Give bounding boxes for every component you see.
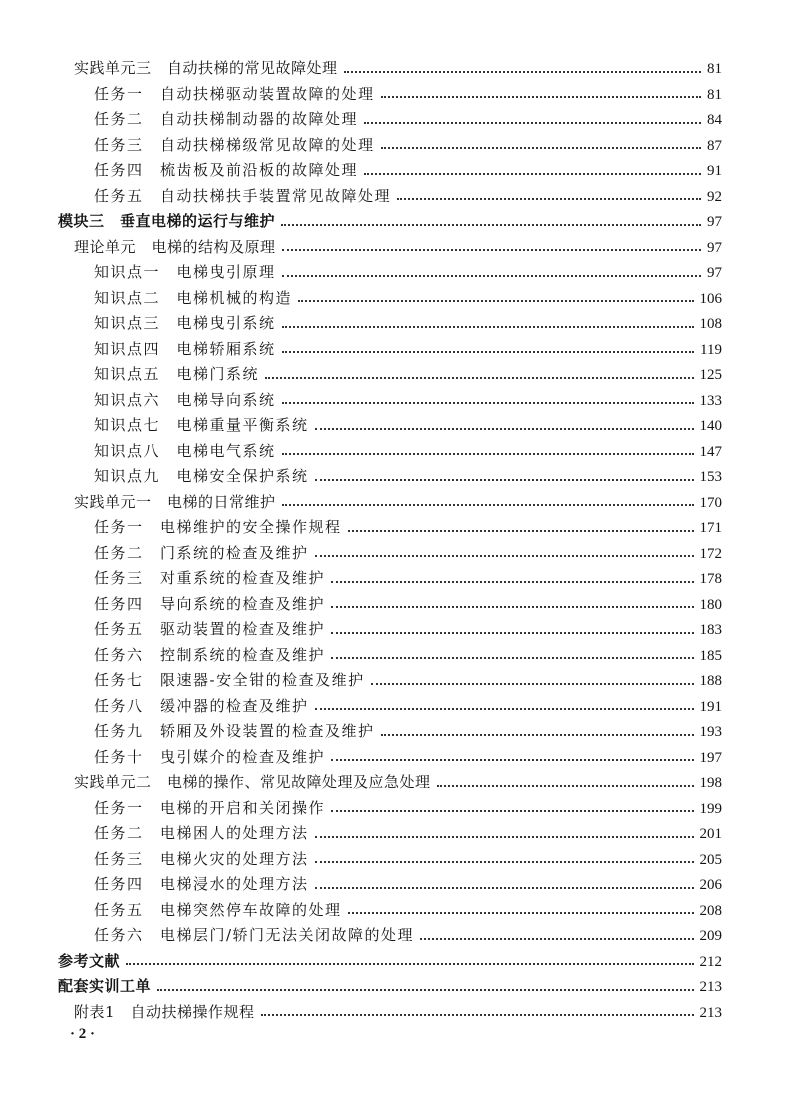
toc-entry-label: 任务五 自动扶梯扶手装置常见故障处理 [94, 186, 392, 205]
toc-entry-label: 参考文献 [58, 951, 121, 970]
dot-leader [315, 860, 694, 863]
toc-entry-label: 配套实训工单 [58, 977, 152, 995]
dot-leader [420, 937, 693, 940]
toc-entry-page: 81 [707, 61, 722, 77]
toc-entry-label: 知识点五 电梯门系统 [94, 365, 260, 383]
toc-entry-page: 197 [699, 749, 722, 766]
toc-entry [94, 82, 722, 106]
toc-entry [94, 643, 722, 667]
toc-entry [94, 439, 722, 463]
dot-leader [381, 733, 694, 736]
dot-leader [331, 631, 693, 634]
toc-entry-label: 知识点八 电梯电气系统 [94, 441, 276, 460]
toc-entry-page: 199 [699, 800, 722, 817]
toc-entry [94, 847, 722, 871]
toc-entry-page: 108 [699, 316, 722, 332]
toc-entry-page: 213 [699, 979, 722, 995]
toc-entry [94, 286, 722, 310]
dot-leader [282, 401, 694, 404]
toc-entry-label: 任务八 缓冲器的检查及维护 [94, 696, 309, 715]
toc-entry [94, 515, 722, 539]
dot-leader [344, 70, 701, 73]
toc-entry-label: 任务七 限速器-安全钳的检查及维护 [94, 671, 365, 689]
dot-leader [282, 274, 701, 277]
dot-leader [315, 707, 694, 710]
toc-entry [58, 949, 722, 973]
toc-entry [94, 388, 722, 412]
toc-entry-page: 87 [707, 137, 722, 154]
toc-entry-page: 171 [699, 520, 722, 536]
toc-entry [94, 158, 722, 182]
toc-entry [94, 133, 722, 157]
toc-entry [94, 617, 722, 641]
toc-entry [94, 362, 722, 386]
toc-entry [94, 337, 722, 361]
dot-leader [281, 223, 701, 226]
toc-entry [58, 974, 722, 998]
toc-entry-page: 170 [699, 494, 722, 511]
toc-entry-page: 84 [707, 112, 722, 128]
toc-entry-label: 知识点七 电梯重量平衡系统 [94, 416, 309, 434]
toc-entry-page: 212 [699, 953, 722, 970]
dot-leader [331, 656, 693, 659]
toc-entry-page: 97 [707, 214, 722, 230]
dot-leader [315, 554, 694, 557]
toc-entry [94, 566, 722, 590]
toc-entry [94, 821, 722, 845]
toc-entry-page: 185 [699, 647, 722, 664]
dot-leader [381, 146, 701, 149]
toc-entry [94, 260, 722, 284]
dot-leader [364, 121, 701, 124]
toc-entry [94, 923, 722, 947]
toc-entry-page: 81 [707, 86, 722, 103]
dot-leader [265, 376, 693, 379]
dot-leader [157, 988, 693, 991]
toc-entry-label: 实践单元三 自动扶梯的常见故障处理 [74, 59, 338, 77]
dot-leader [315, 478, 694, 481]
toc-entry-label: 知识点二 电梯机械的构造 [94, 288, 293, 307]
toc-entry [94, 694, 722, 718]
toc-entry-page: 183 [699, 622, 722, 638]
toc-entry-page: 198 [699, 775, 722, 791]
toc-entry-label: 任务四 梳齿板及前沿板的故障处理 [94, 161, 359, 179]
toc-entry-label: 理论单元 电梯的结构及原理 [74, 237, 276, 256]
toc-entry-page: 153 [699, 469, 722, 485]
toc-entry [74, 1000, 722, 1024]
toc-entry [94, 745, 722, 769]
dot-leader [315, 886, 694, 889]
toc-entry [94, 668, 722, 692]
dot-leader [298, 299, 693, 302]
toc-entry [74, 56, 722, 80]
toc-entry [94, 311, 722, 335]
dot-leader [261, 1013, 694, 1016]
toc-entry-page: 213 [699, 1004, 722, 1021]
dot-leader [381, 95, 701, 98]
dot-leader [348, 529, 694, 532]
toc-entry-page: 206 [699, 877, 722, 893]
dot-leader [364, 172, 701, 175]
toc-entry [94, 184, 722, 208]
toc-entry-label: 实践单元一 电梯的日常维护 [74, 492, 276, 511]
toc-entry-label: 知识点四 电梯轿厢系统 [94, 339, 276, 358]
toc-entry-page: 201 [699, 826, 722, 842]
toc-entry-page: 188 [699, 673, 722, 689]
toc-entry-page: 119 [700, 341, 722, 358]
dot-leader [437, 784, 694, 787]
toc-entry-label: 知识点六 电梯导向系统 [94, 390, 276, 409]
toc-entry-label: 知识点一 电梯曳引原理 [94, 263, 276, 281]
toc-entry [94, 107, 722, 131]
toc-entry-label: 任务一 电梯的开启和关闭操作 [94, 798, 326, 817]
dot-leader [331, 580, 693, 583]
toc-entry [94, 898, 722, 922]
toc-entry-label: 任务四 电梯浸水的处理方法 [94, 875, 309, 893]
toc-entry [74, 235, 722, 259]
dot-leader [331, 809, 693, 812]
dot-leader [315, 427, 694, 430]
toc-entry-label: 任务十 曳引媒介的检查及维护 [94, 747, 326, 766]
toc-entry-page: 205 [699, 851, 722, 868]
toc-entry-page: 209 [699, 928, 722, 944]
toc-entry-label: 附表1 自动扶梯操作规程 [74, 1002, 255, 1021]
toc-entry-page: 180 [699, 596, 722, 613]
dot-leader [282, 248, 701, 251]
toc-entry-label: 任务一 电梯维护的安全操作规程 [94, 518, 342, 536]
toc-entry [94, 464, 722, 488]
toc-entry [94, 796, 722, 820]
toc-entry [94, 872, 722, 896]
toc-entry-page: 106 [699, 290, 722, 307]
toc-entry-label: 任务一 自动扶梯驱动装置故障的处理 [94, 84, 375, 103]
toc-entry-page: 191 [699, 698, 722, 715]
toc-entry-page: 133 [699, 392, 722, 409]
toc-entry-label: 任务二 门系统的检查及维护 [94, 543, 309, 562]
toc-entry-label: 任务九 轿厢及外设装置的检查及维护 [94, 722, 375, 740]
dot-leader [348, 911, 694, 914]
toc-entry-label: 任务六 控制系统的检查及维护 [94, 645, 326, 664]
toc-entry-page: 97 [707, 239, 722, 256]
dot-leader [315, 835, 694, 838]
dot-leader [126, 962, 693, 965]
toc-entry-page: 97 [707, 265, 722, 281]
dot-leader [371, 682, 694, 685]
toc-entry-label: 任务三 电梯火灾的处理方法 [94, 849, 309, 868]
page-number: · 2 · [70, 1026, 96, 1042]
toc-entry-page: 193 [699, 724, 722, 740]
toc-entry-label: 任务五 电梯突然停车故障的处理 [94, 900, 342, 919]
toc-entry-page: 125 [699, 367, 722, 383]
toc-entry-label: 任务三 自动扶梯梯级常见故障的处理 [94, 135, 375, 154]
toc-entry [58, 209, 722, 233]
toc-entry [94, 413, 722, 437]
dot-leader [282, 350, 695, 353]
toc-entry-label: 任务三 对重系统的检查及维护 [94, 569, 326, 587]
dot-leader [282, 503, 694, 506]
dot-leader [331, 758, 693, 761]
toc-entry [94, 541, 722, 565]
toc-entry-page: 147 [699, 443, 722, 460]
toc-entry-label: 任务六 电梯层门/轿门无法关闭故障的处理 [94, 926, 415, 944]
toc-entry-page: 172 [699, 545, 722, 562]
toc-entry-label: 实践单元二 电梯的操作、常见故障处理及应急处理 [74, 773, 431, 791]
toc-entry-label: 任务二 自动扶梯制动器的故障处理 [94, 110, 359, 128]
toc-entry-page: 208 [699, 902, 722, 919]
toc-entry-label: 任务二 电梯困人的处理方法 [94, 824, 309, 842]
toc-entry [74, 490, 722, 514]
toc-entry [94, 592, 722, 616]
toc-entry-page: 92 [707, 188, 722, 205]
dot-leader [397, 197, 701, 200]
dot-leader [282, 325, 694, 328]
toc-entry-label: 任务五 驱动装置的检查及维护 [94, 620, 326, 638]
toc-entry-label: 任务四 导向系统的检查及维护 [94, 594, 326, 613]
toc-entry-page: 178 [699, 571, 722, 587]
dot-leader [331, 605, 693, 608]
toc-entry-label: 模块三 垂直电梯的运行与维护 [58, 212, 276, 230]
dot-leader [282, 452, 694, 455]
toc-entry-label: 知识点三 电梯曳引系统 [94, 314, 276, 332]
toc-entry-label: 知识点九 电梯安全保护系统 [94, 467, 309, 485]
toc-entry [74, 770, 722, 794]
toc-entry-page: 140 [699, 418, 722, 434]
toc-entry-page: 91 [707, 163, 722, 179]
toc-entry [94, 719, 722, 743]
